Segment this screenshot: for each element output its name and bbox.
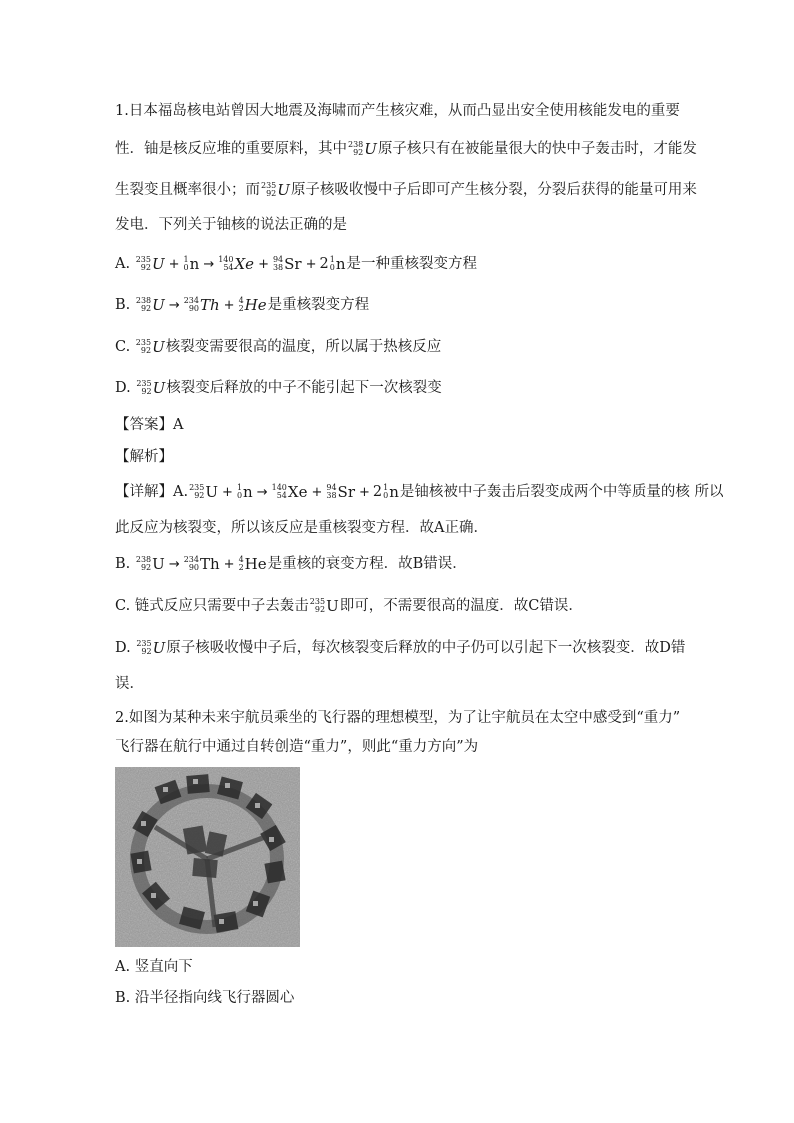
detail-label: D. [115, 640, 131, 656]
nuclide-u238: 238 92 U [348, 140, 377, 158]
q1-detail-a [115, 482, 724, 503]
coefficient: 2 [319, 256, 329, 272]
arrow: → [256, 485, 268, 500]
q1-option-d [115, 378, 442, 398]
detail-text: 原子核吸收慢中子后，每次核裂变后释放的中子仍可以引起下一次核裂变．故D错 [166, 640, 686, 656]
q1-option-a [115, 254, 477, 275]
q1-stem-line-4: 发电．下列关于铀核的说法正确的是 [115, 217, 347, 233]
plus-sign: + [359, 485, 370, 500]
option-label: A. [115, 256, 131, 272]
detail-text: C. 链式反应只需要中子去轰击 [115, 598, 309, 614]
q1-stem-text: 原子核只有在被能量很大的快中子轰击时，才能发 [377, 141, 697, 157]
nuclide-xe: 140 54 Xe [271, 483, 308, 501]
option-label: C. [115, 339, 131, 355]
q2-option-a: A. 竖直向下 [115, 959, 193, 975]
nuclide-xe: 140 54 Xe [218, 255, 255, 273]
nuclide-u235: 235 92 U [135, 255, 165, 273]
nuclide-he: 4 2 He [238, 296, 267, 314]
plus-sign: + [168, 257, 180, 272]
option-label: B. [115, 297, 131, 313]
plus-sign: + [258, 257, 269, 272]
detail-text: 是铀核被中子轰击后裂变成两个中等质量的核 所以 [399, 484, 724, 500]
q1-option-c [115, 337, 441, 357]
q1-stem-text: 生裂变且概率很小；而 [115, 182, 260, 198]
arrow: → [203, 257, 215, 272]
nuclide-sr: 94 38 Sr [272, 255, 302, 273]
q1-detail-b [115, 554, 467, 575]
coefficient: 2 [372, 484, 383, 500]
option-text: 是一种重核裂变方程 [346, 256, 478, 272]
q1-stem-text: 原子核吸收慢中子后即可产生核分裂，分裂后获得的能量可用来 [290, 182, 697, 198]
spacecraft-photo-graphic [115, 767, 300, 947]
arrow: → [168, 557, 180, 572]
q2-stem-line-2: 飞行器在航行中通过自转创造“重力”，则此“重力方向”为 [115, 739, 479, 755]
option-text: 是重核裂变方程 [267, 297, 370, 313]
nuclide-u235: 235 92 U [136, 379, 166, 397]
nuclide-u235: 235 92 U [261, 181, 290, 199]
q2-stem-line-1: 2.如图为某种未来宇航员乘坐的飞行器的理想模型，为了让宇航员在太空中感受到“重力” [115, 710, 681, 726]
spacecraft-photo [115, 767, 300, 947]
nuclide-sr: 94 38 Sr [326, 483, 355, 501]
q2-option-b: B. 沿半径指向线飞行器圆心 [115, 990, 295, 1006]
arrow: → [168, 298, 180, 313]
q1-stem-text: 性．铀是核反应堆的重要原料，其中 [115, 141, 347, 157]
q1-detail-a-line-2: 此反应为核裂变，所以该反应是重核裂变方程．故A正确． [115, 520, 488, 536]
option-text: 核裂变需要很高的温度，所以属于热核反应 [165, 339, 442, 355]
nuclide-u238: 238 92 U [135, 555, 165, 573]
nuclide-neutron: 1 0 n [236, 483, 253, 501]
detail-text: 是重核的衰变方程．故B错误． [267, 556, 467, 572]
detail-label: 【详解】A. [115, 484, 189, 500]
nuclide-neutron: 1 0 n [383, 483, 399, 501]
q1-analysis-heading: 【解析】 [115, 449, 173, 465]
nuclide-u235: 235 92 U [309, 597, 339, 615]
nuclide-neutron: 1 0 n [183, 255, 200, 273]
plus-sign: + [223, 557, 235, 572]
nuclide-neutron: 1 0 n [329, 255, 346, 273]
option-label: D. [115, 380, 131, 396]
q1-stem-line-3 [115, 180, 697, 200]
q1-detail-c [115, 596, 583, 616]
plus-sign: + [222, 485, 233, 500]
q1-answer: 【答案】A [115, 417, 184, 433]
nuclide-u235: 235 92 U [136, 639, 166, 657]
option-text: 核裂变后释放的中子不能引起下一次核裂变 [166, 380, 442, 396]
plus-sign: + [305, 257, 317, 272]
nuclide-u235: 235 92 U [189, 483, 219, 501]
q1-detail-d-line-2: 误． [115, 676, 144, 692]
q1-detail-d [115, 638, 685, 658]
detail-text: 即可，不需要很高的温度．故C错误． [339, 598, 583, 614]
plus-sign: + [223, 298, 235, 313]
q1-stem-line-2 [115, 139, 697, 159]
nuclide-he: 4 2 He [238, 555, 267, 573]
nuclide-th: 234 90 Th [183, 296, 220, 314]
q1-option-b [115, 295, 369, 316]
nuclide-th: 234 90 Th [183, 555, 220, 573]
nuclide-u235: 235 92 U [135, 338, 165, 356]
plus-sign: + [311, 485, 323, 500]
q1-stem-line-1: 1.日本福岛核电站曾因大地震及海啸而产生核灾难，从而凸显出安全使用核能发电的重要 [115, 103, 680, 119]
detail-label: B. [115, 556, 131, 572]
nuclide-u238: 238 92 U [135, 296, 165, 314]
